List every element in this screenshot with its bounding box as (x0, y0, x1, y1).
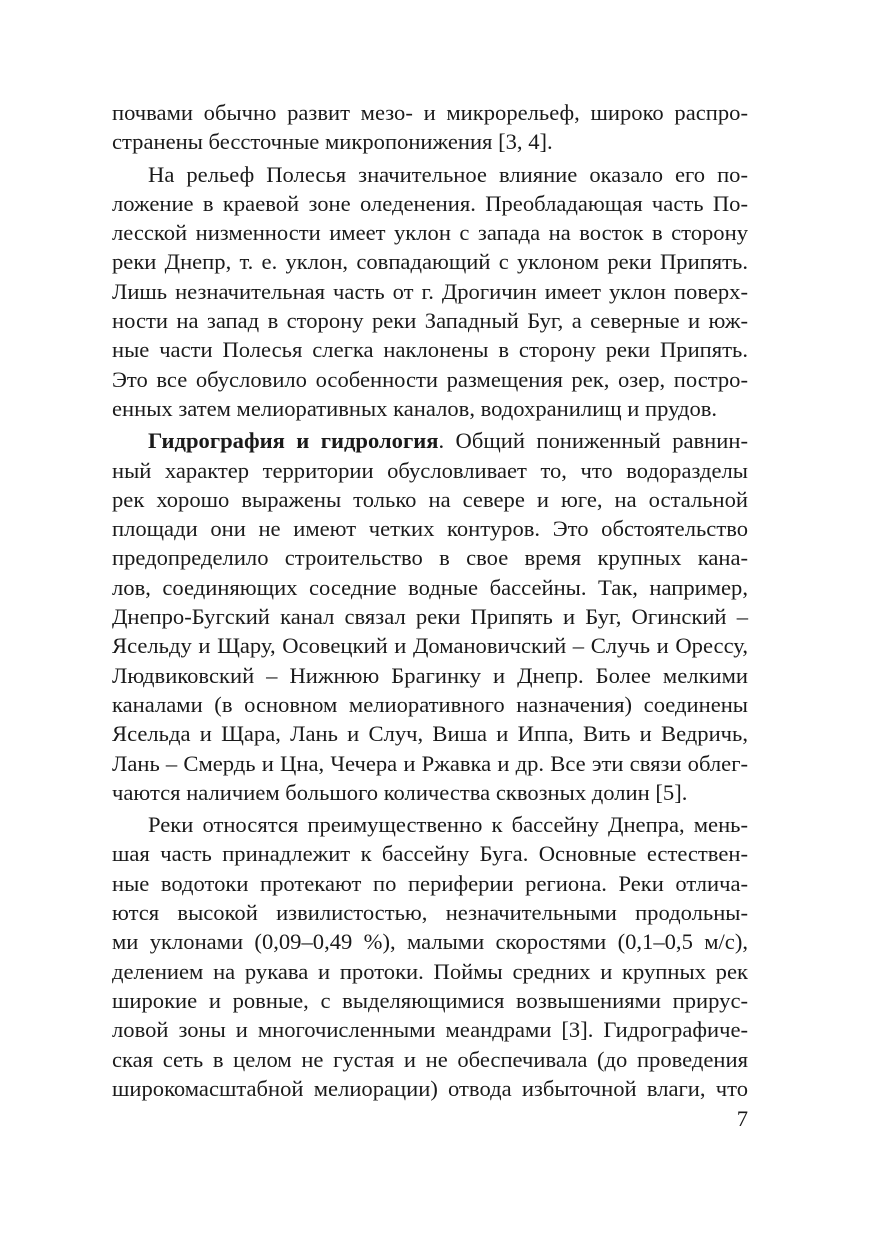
text-line: Людвиковский – Нижнюю Брагинку и Днепр. Более мелкими (112, 662, 748, 688)
text-line: чаются наличием большого количества сквозных долин [5]. (112, 779, 688, 805)
heading-line-rest: . Общий пониженный равнин- (438, 428, 748, 454)
text-line: ные части Полесья слегка наклонены в сторону реки Припять. (112, 337, 748, 363)
text-line: ская сеть в целом не густая и не обеспечивала (до проведения (112, 1046, 748, 1072)
text-line: ловой зоны и многочисленными меандрами [3]. Гидрографиче- (112, 1017, 748, 1043)
text-line: Лань – Смердь и Цна, Чечера и Ржавка и др. Все эти связи облег- (112, 750, 748, 776)
text-line: лов, соединяющих соседние водные бассейны. Так, например, (112, 574, 748, 600)
text-line: Днепро-Бугский канал связал реки Припять и Буг, Огинский – (112, 604, 748, 630)
text-line: делением на рукава и протоки. Поймы средних и крупных рек (112, 958, 748, 984)
text-line: широкомасштабной мелиорации) отвода избыточной влаги, что (112, 1075, 748, 1101)
paragraph-4 (112, 810, 748, 1103)
text-line: ный характер территории обусловливает то, что водоразделы (112, 457, 748, 483)
text-line: ные водотоки протекают по периферии региона. Реки отлича- (112, 870, 748, 896)
paragraph-2 (112, 160, 748, 424)
text-line: Это все обусловило особенности размещения рек, озер, постро- (112, 366, 748, 392)
text-line: каналами (в основном мелиоративного назначения) соединены (112, 691, 748, 717)
text-line: площади они не имеют четких контуров. Это обстоятельство (112, 516, 748, 542)
text-line: ложение в краевой зоне оледенения. Преобладающая часть По- (112, 190, 748, 216)
page-number: 7 (736, 1106, 748, 1131)
section-heading: Гидрография и гидрология (148, 428, 439, 454)
text-line: Ясельда и Щара, Лань и Случ, Виша и Иппа, Вить и Ведричь, (112, 721, 748, 747)
text-line: Ясельду и Щару, Осовецкий и Домановичский – Случь и Орессу, (112, 633, 748, 659)
text-line: странены бессточные микропонижения [3, 4]. (112, 129, 553, 155)
text-line: рек хорошо выражены только на севере и юге, на остальной (112, 486, 748, 512)
paragraph-3 (112, 426, 748, 807)
text-line (112, 426, 748, 455)
text-line: ются высокой извилистостью, незначительными продольны- (112, 900, 748, 926)
text-line: предопределило строительство в свое время крупных кана- (112, 545, 748, 571)
text-line: почвами обычно развит мезо- и микрорельеф, широко распро- (112, 100, 748, 125)
paragraph-1 (112, 98, 748, 157)
text-line: шая часть принадлежит к бассейну Буга. Основные естествен- (112, 841, 748, 867)
text-line: енных затем мелиоративных каналов, водохранилищ и прудов. (112, 395, 718, 421)
text-line: лесской низменности имеет уклон с запада на восток в сторону (112, 220, 748, 246)
text-line: ности на запад в сторону реки Западный Буг, а северные и юж- (112, 308, 748, 334)
text-line: ми уклонами (0,09–0,49 %), малыми скоростями (0,1–0,5 м/с), (112, 929, 748, 955)
text-line: На рельеф Полесья значительное влияние оказало его по- (148, 161, 748, 187)
text-line: широкие и ровные, с выделяющимися возвышениями прирус- (112, 987, 748, 1013)
text-line: Лишь незначительная часть от г. Дрогичин имеет уклон поверх- (112, 278, 748, 304)
text-line: Реки относятся преимущественно к бассейну Днепра, мень- (148, 812, 748, 838)
text-line: реки Днепр, т. е. уклон, совпадающий с уклоном реки Припять. (112, 249, 748, 275)
page-text (112, 98, 748, 1103)
